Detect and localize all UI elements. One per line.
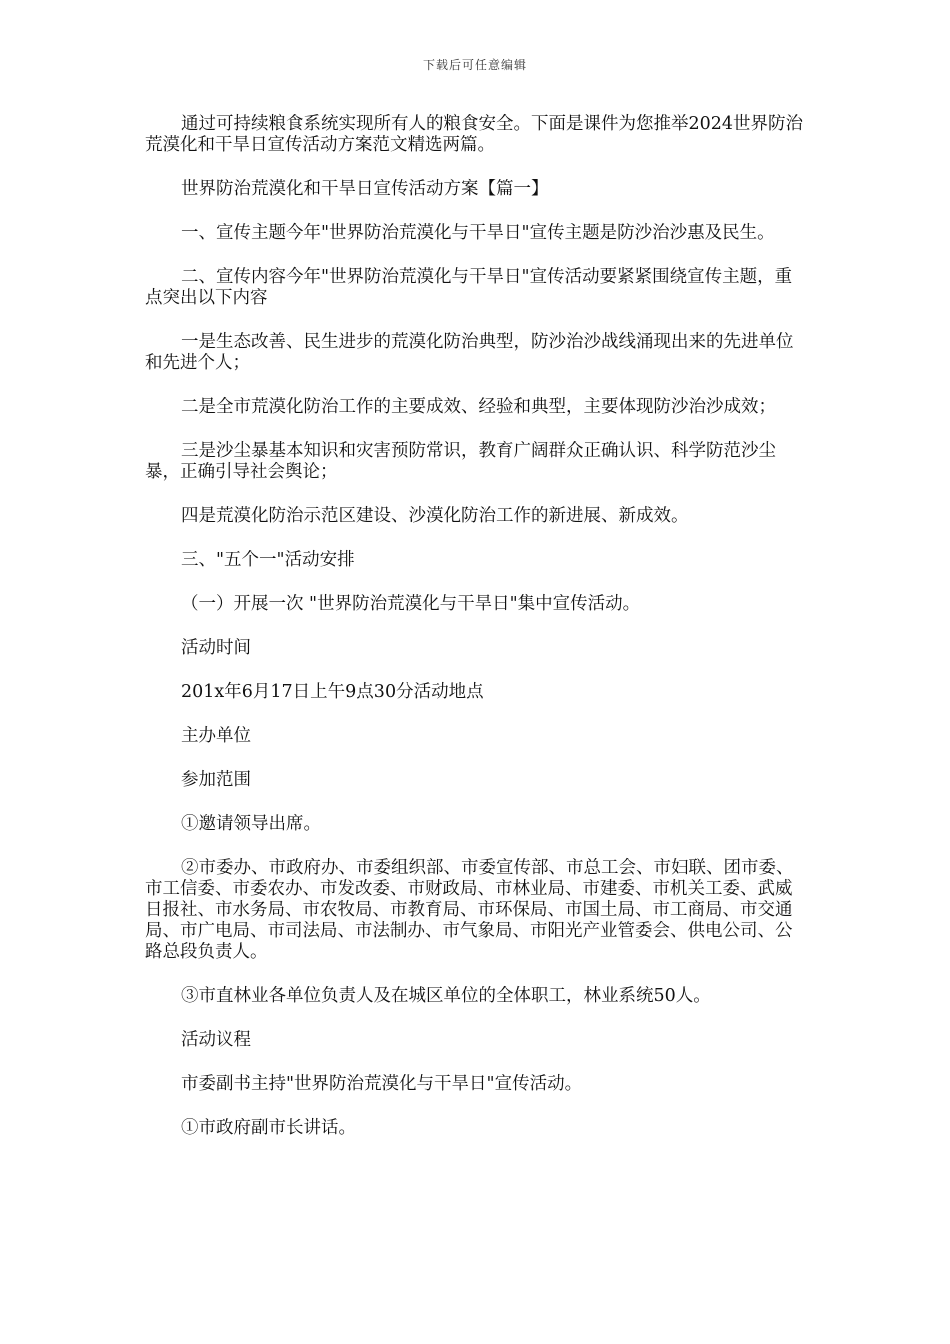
body-paragraph: 三是沙尘暴基本知识和灾害预防常识，教育广阔群众正确认识、科学防范沙尘暴，正确引导社会舆论； bbox=[145, 441, 776, 482]
section-heading: 世界防治荒漠化和干旱日宣传活动方案【篇一】 bbox=[181, 179, 549, 199]
body-paragraph: ①邀请领导出席。 bbox=[181, 814, 321, 834]
body-paragraph: 活动议程 bbox=[181, 1030, 251, 1050]
body-paragraph: 市委副书主持"世界防治荒漠化与干旱日"宣传活动。 bbox=[181, 1074, 583, 1094]
body-paragraph: 四是荒漠化防治示范区建设、沙漠化防治工作的新进展、新成效。 bbox=[181, 506, 689, 526]
body-paragraph: 参加范围 bbox=[181, 770, 251, 790]
body-paragraph: 三、"五个一"活动安排 bbox=[181, 550, 355, 570]
body-paragraph: ③市直林业各单位负责人及在城区单位的全体职工，林业系统50人。 bbox=[181, 986, 711, 1006]
page-header: 下载后可任意编辑 bbox=[422, 58, 527, 72]
document-body bbox=[145, 114, 805, 1162]
body-paragraph: （一）开展一次 "世界防治荒漠化与干旱日"集中宣传活动。 bbox=[181, 594, 641, 614]
body-paragraph: 活动时间 bbox=[181, 638, 251, 658]
body-paragraph: ①市政府副市长讲话。 bbox=[181, 1118, 356, 1138]
body-paragraph: 一是生态改善、民生进步的荒漠化防治典型，防沙治沙战线涌现出来的先进单位和先进个人； bbox=[145, 332, 794, 373]
body-paragraph: 二是全市荒漠化防治工作的主要成效、经验和典型，主要体现防沙治沙成效； bbox=[181, 397, 776, 417]
body-paragraph: 201x年6月17日上午9点30分活动地点 bbox=[181, 682, 484, 702]
body-paragraph: 一、宣传主题今年"世界防治荒漠化与干旱日"宣传主题是防沙治沙惠及民生。 bbox=[181, 223, 775, 243]
body-paragraph: ②市委办、市政府办、市委组织部、市委宣传部、市总工会、市妇联、团市委、市工信委、市委农办、市发改委、市财政局、市林业局、市建委、市机关工委、武威日报社、市水务局、市农牧局、市教育局、市环保局、市国土局、市工商局、市交通局、市广电局、市司法局、市法制办、市气象局、市阳光产业管委会、供电公司、公路总段负责人。 bbox=[145, 858, 794, 962]
body-paragraph: 主办单位 bbox=[181, 726, 251, 746]
body-paragraph: 二、宣传内容今年"世界防治荒漠化与干旱日"宣传活动要紧紧围绕宣传主题，重点突出以下内容 bbox=[145, 267, 793, 308]
intro-paragraph: 通过可持续粮食系统实现所有人的粮食安全。下面是课件为您推举2024世界防治荒漠化和干旱日宣传活动方案范文精选两篇。 bbox=[145, 114, 804, 155]
